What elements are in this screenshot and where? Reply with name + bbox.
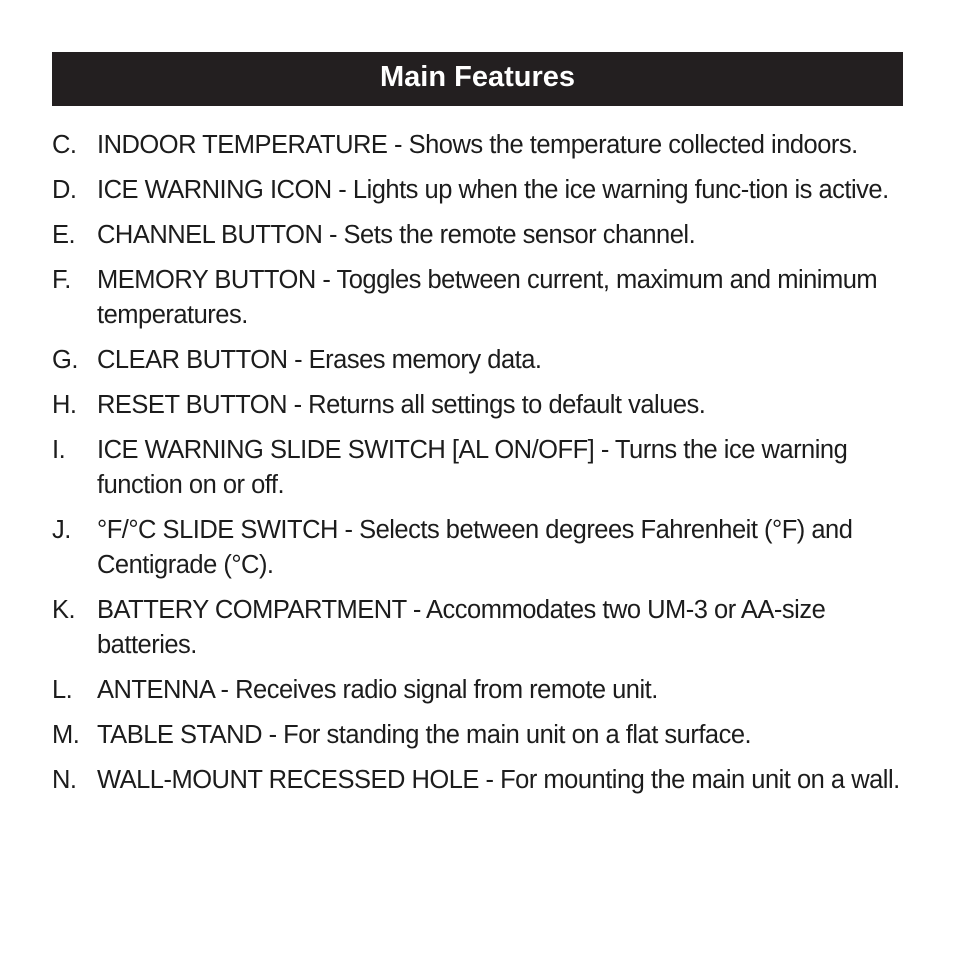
- feature-item-e: [52, 218, 903, 253]
- feature-letter: C.: [52, 131, 77, 159]
- feature-description: RESET BUTTON - Returns all settings to default values.: [97, 391, 706, 419]
- feature-item-m: [52, 718, 903, 753]
- feature-description: TABLE STAND - For standing the main unit on a flat surface.: [97, 721, 752, 749]
- feature-letter: K.: [52, 596, 76, 624]
- feature-item-k: [52, 593, 903, 663]
- feature-item-f: [52, 263, 903, 333]
- feature-letter: F.: [52, 266, 71, 294]
- section-title: Main Features: [380, 60, 575, 93]
- feature-item-j: [52, 513, 903, 583]
- feature-item-h: [52, 388, 903, 423]
- feature-description: CLEAR BUTTON - Erases memory data.: [97, 346, 542, 374]
- feature-letter: D.: [52, 176, 77, 204]
- feature-description: °F/°C SLIDE SWITCH - Selects between degrees Fahrenheit (°F) and Centigrade (°C).: [97, 516, 853, 579]
- feature-item-g: [52, 343, 903, 378]
- section-header-bar: [52, 52, 903, 106]
- feature-description: CHANNEL BUTTON - Sets the remote sensor channel.: [97, 221, 696, 249]
- feature-letter: M.: [52, 721, 80, 749]
- feature-item-d: [52, 173, 903, 208]
- feature-description: WALL-MOUNT RECESSED HOLE - For mounting the main unit on a wall.: [97, 766, 900, 794]
- feature-description: ICE WARNING ICON - Lights up when the ice warning func-tion is active.: [97, 176, 889, 204]
- feature-letter: H.: [52, 391, 77, 419]
- feature-item-n: [52, 763, 903, 798]
- feature-letter: E.: [52, 221, 76, 249]
- feature-item-i: [52, 433, 903, 503]
- feature-item-c: [52, 128, 903, 163]
- feature-letter: G.: [52, 346, 78, 374]
- feature-description: MEMORY BUTTON - Toggles between current, maximum and minimum temperatures.: [97, 266, 878, 329]
- feature-description: ICE WARNING SLIDE SWITCH [AL ON/OFF] - Turns the ice warning function on or off.: [97, 436, 848, 499]
- feature-letter: J.: [52, 516, 71, 544]
- feature-letter: I.: [52, 436, 66, 464]
- feature-description: INDOOR TEMPERATURE - Shows the temperature collected indoors.: [97, 131, 858, 159]
- feature-description: ANTENNA - Receives radio signal from remote unit.: [97, 676, 658, 704]
- feature-letter: N.: [52, 766, 77, 794]
- feature-description: BATTERY COMPARTMENT - Accommodates two UM-3 or AA-size batteries.: [97, 596, 826, 659]
- feature-list: [52, 128, 903, 808]
- feature-item-l: [52, 673, 903, 708]
- feature-letter: L.: [52, 676, 73, 704]
